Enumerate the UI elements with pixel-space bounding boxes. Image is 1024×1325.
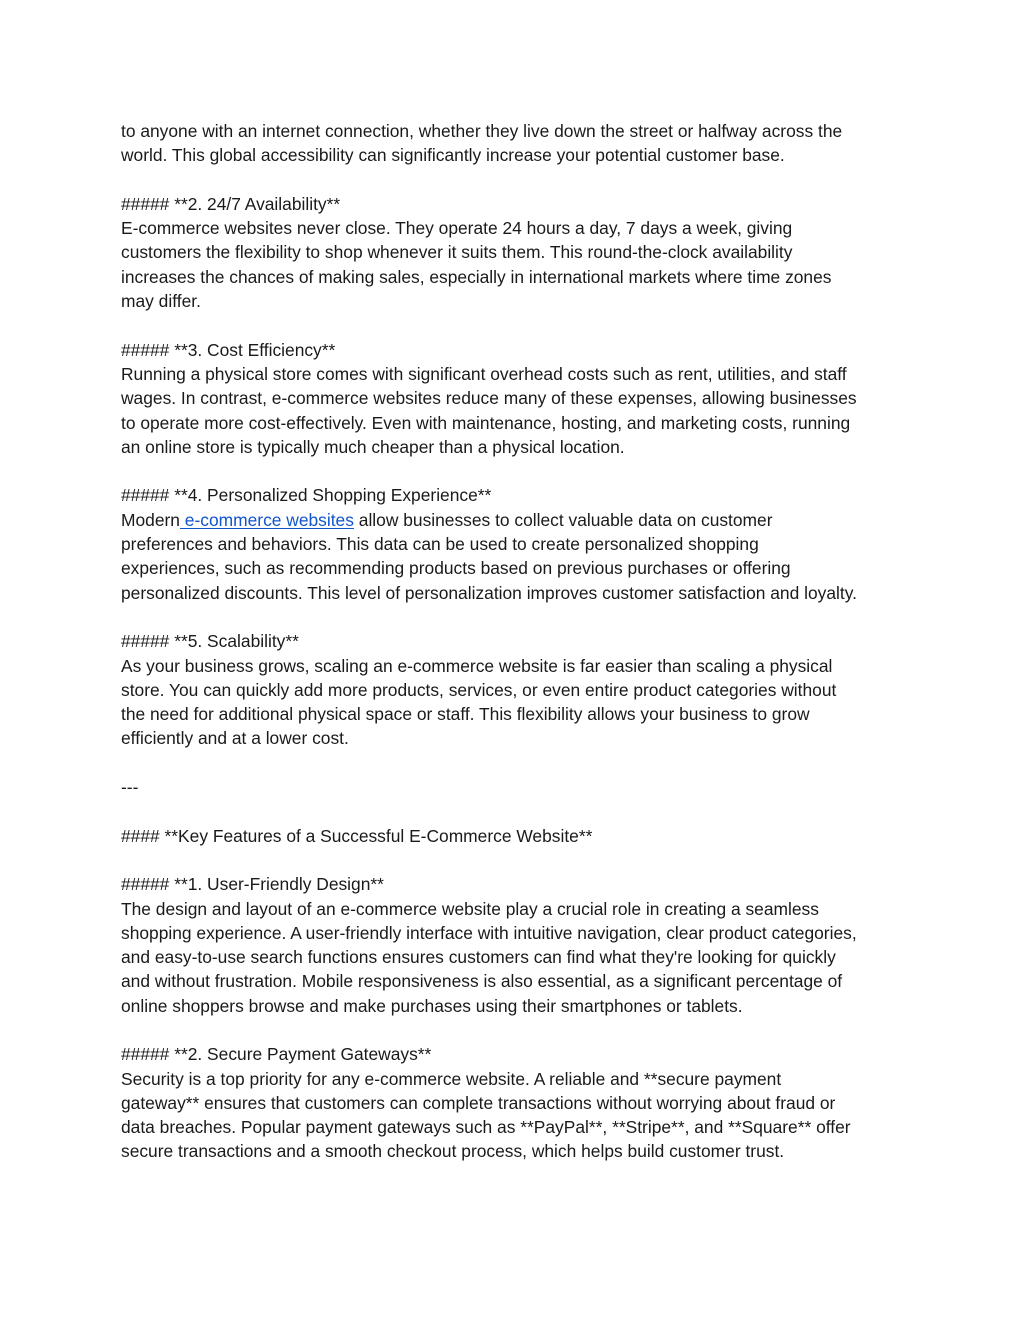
paragraph-line: secure transactions and a smooth checkout process, which helps build customer trust. <box>121 1141 785 1162</box>
paragraph-line: and without frustration. Mobile responsiveness is also essential, as a significant percentage of <box>121 971 843 992</box>
section-heading-cost-efficiency: ##### **3. Cost Efficiency** <box>121 339 336 360</box>
secure-payment-paragraph <box>121 1067 921 1164</box>
spacer <box>121 313 921 337</box>
paragraph-line: experiences, such as recommending products based on previous purchases or offering <box>121 558 791 579</box>
paragraph-line: to operate more cost-effectively. Even with maintenance, hosting, and marketing costs, running <box>121 412 851 433</box>
scalability-paragraph <box>121 654 921 751</box>
paragraph-line: preferences and behaviors. This data can be used to create personalized shopping <box>121 534 759 555</box>
paragraph-line: wages. In contrast, e-commerce websites reduce many of these expenses, allowing businesses <box>121 388 857 409</box>
paragraph-line <box>121 508 921 532</box>
spacer <box>121 459 921 483</box>
paragraph-line: and easy-to-use search functions ensures customers can find what they're looking for quickly <box>121 947 836 968</box>
paragraph-line: store. You can quickly add more products, services, or even entire product categories without <box>121 679 837 700</box>
section-heading-secure-payment: ##### **2. Secure Payment Gateways** <box>121 1044 432 1065</box>
divider-text: --- <box>121 777 139 798</box>
paragraph-line: Running a physical store comes with significant overhead costs such as rent, utilities, and staff <box>121 363 847 384</box>
paragraph-line: online shoppers browse and make purchases using their smartphones or tablets. <box>121 995 743 1016</box>
paragraph-line: The design and layout of an e-commerce website play a crucial role in creating a seamless <box>121 898 819 919</box>
section-heading-user-friendly: ##### **1. User-Friendly Design** <box>121 874 384 895</box>
ecommerce-websites-link[interactable]: e-commerce websites <box>179 509 354 530</box>
personalized-paragraph <box>121 508 921 605</box>
paragraph-line: increases the chances of making sales, especially in international markets where time zones <box>121 266 832 287</box>
intro-paragraph <box>121 119 921 168</box>
section-heading-personalized: ##### **4. Personalized Shopping Experience** <box>121 485 492 506</box>
section-heading-availability: ##### **2. 24/7 Availability** <box>121 193 341 214</box>
key-features-heading: #### **Key Features of a Successful E-Commerce Website** <box>121 825 593 846</box>
paragraph-line: customers the flexibility to shop whenever it suits them. This round-the-clock availability <box>121 242 793 263</box>
line-text: Modern <box>121 509 180 530</box>
spacer <box>121 168 921 192</box>
spacer <box>121 1018 921 1042</box>
paragraph-line: an online store is typically much cheaper than a physical location. <box>121 436 625 457</box>
paragraph-line: efficiently and at a lower cost. <box>121 728 349 749</box>
paragraph-line: the need for additional physical space or staff. This flexibility allows your business to grow <box>121 704 810 725</box>
paragraph-line: data breaches. Popular payment gateways such as **PayPal**, **Stripe**, and **Square** offer <box>121 1117 851 1138</box>
user-friendly-paragraph <box>121 897 921 1018</box>
paragraph-line: world. This global accessibility can significantly increase your potential customer base. <box>121 145 785 166</box>
availability-paragraph <box>121 216 921 313</box>
paragraph-line: Security is a top priority for any e-commerce website. A reliable and **secure payment <box>121 1068 782 1089</box>
paragraph-line: personalized discounts. This level of personalization improves customer satisfaction and loyalty. <box>121 582 857 603</box>
line-text: allow businesses to collect valuable data on customer <box>353 509 773 530</box>
spacer <box>121 848 921 872</box>
spacer <box>121 799 921 823</box>
paragraph-line: may differ. <box>121 291 201 312</box>
paragraph-line: to anyone with an internet connection, whether they live down the street or halfway across the <box>121 121 843 141</box>
paragraph-line: shopping experience. A user-friendly interface with intuitive navigation, clear product categories, <box>121 922 857 943</box>
cost-efficiency-paragraph <box>121 362 921 459</box>
paragraph-line: gateway** ensures that customers can complete transactions without worrying about fraud or <box>121 1092 836 1113</box>
paragraph-line: E-commerce websites never close. They operate 24 hours a day, 7 days a week, giving <box>121 218 793 239</box>
spacer <box>121 605 921 629</box>
paragraph-line: As your business grows, scaling an e-commerce website is far easier than scaling a physical <box>121 655 833 676</box>
spacer <box>121 751 921 775</box>
document-body <box>121 119 921 1164</box>
section-heading-scalability: ##### **5. Scalability** <box>121 631 299 652</box>
